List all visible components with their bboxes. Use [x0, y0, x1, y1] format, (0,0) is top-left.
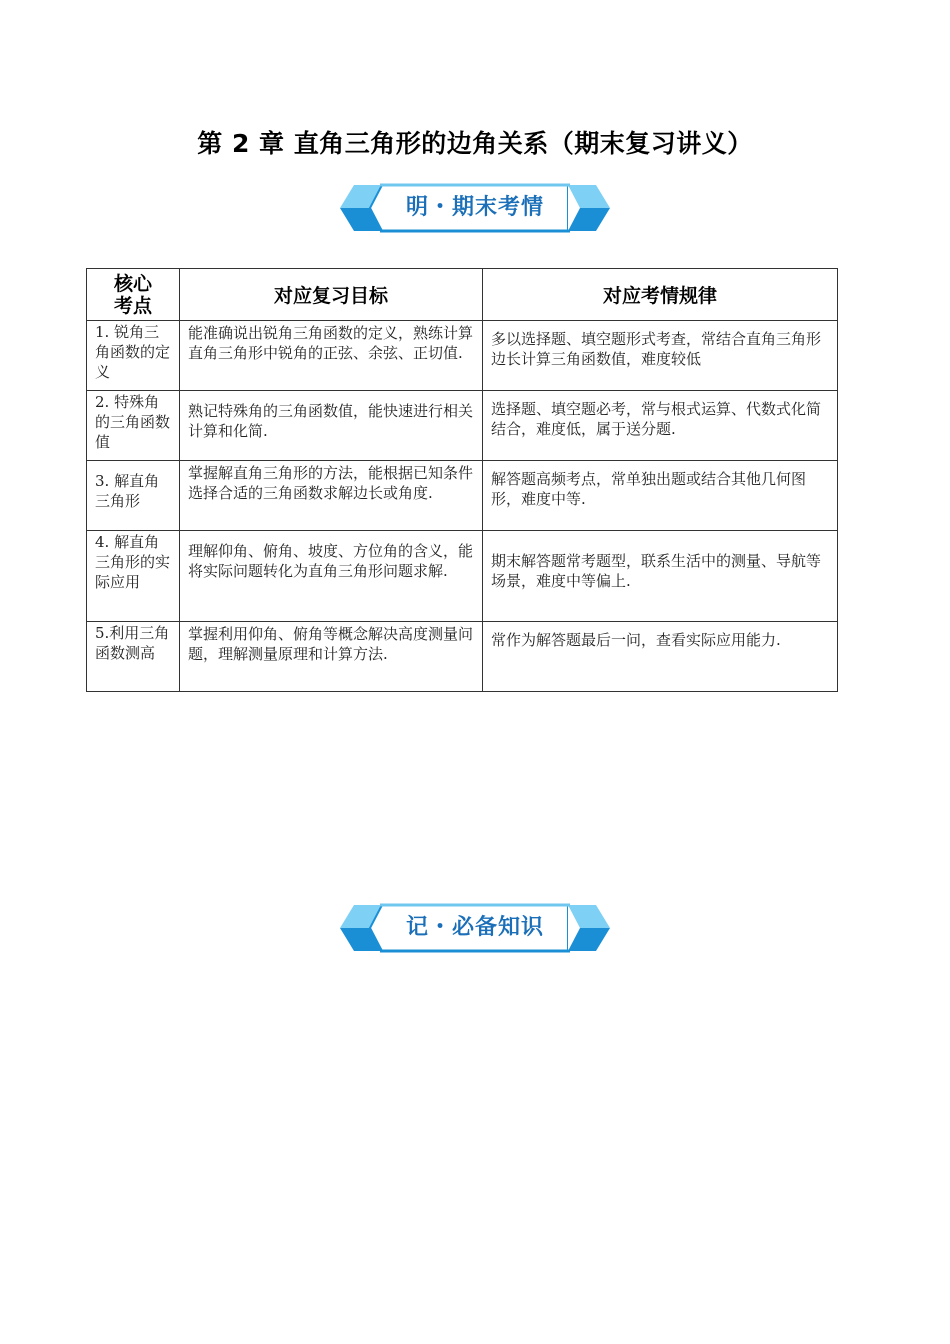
- table-row: [87, 531, 838, 622]
- header-core-topic-line2: 考点: [113, 294, 152, 317]
- goal-cell: 掌握解直角三角形的方法，能根据已知条件选择合适的三角函数求解边长或角度.: [188, 464, 474, 502]
- header-exam-pattern: 对应考情规律: [483, 269, 838, 321]
- table-row: [87, 461, 838, 531]
- pattern-cell: 多以选择题、填空题形式考查，常结合直角三角形边长计算三角函数值，难度较低: [491, 330, 822, 368]
- table-header-row: [87, 269, 838, 321]
- header-review-goal: 对应复习目标: [180, 269, 483, 321]
- pattern-cell: 常作为解答题最后一问，查看实际应用能力.: [491, 631, 781, 649]
- section-banner-exam-trends: [340, 183, 610, 233]
- page-title: 第 2 章 直角三角形的边角关系（期末复习讲义）: [197, 129, 753, 158]
- goal-cell: 能准确说出锐角三角函数的定义，熟练计算直角三角形中锐角的正弦、余弦、正切值.: [188, 324, 474, 362]
- goal-cell: 理解仰角、俯角、坡度、方位角的含义，能将实际问题转化为直角三角形问题求解.: [188, 542, 474, 580]
- header-core-topic-line1: 核心: [113, 272, 152, 295]
- table-row: [87, 391, 838, 461]
- goal-cell: 掌握利用仰角、俯角等概念解决高度测量问题，理解测量原理和计算方法.: [188, 625, 474, 663]
- banner-label: 记・必备知识: [405, 915, 544, 940]
- pattern-cell: 选择题、填空题必考，常与根式运算、代数式化简结合，难度低，属于送分题.: [491, 400, 822, 438]
- goal-cell: 熟记特殊角的三角函数值，能快速进行相关计算和化简.: [188, 402, 474, 440]
- section-banner-essential-knowledge: [340, 903, 610, 953]
- topic-cell: 3. 解直角三角形: [95, 472, 160, 510]
- pattern-cell: 期末解答题常考题型，联系生活中的测量、导航等场景，难度中等偏上.: [491, 552, 822, 590]
- table-row: [87, 321, 838, 391]
- table-row: [87, 622, 838, 692]
- header-core-topic: [87, 269, 180, 321]
- topic-cell: 4. 解直角三角形的实际应用: [95, 533, 171, 591]
- review-table: [86, 268, 838, 692]
- topic-cell: 2. 特殊角的三角函数值: [95, 393, 171, 451]
- topic-cell: 5.利用三角函数测高: [95, 624, 170, 662]
- topic-cell: 1. 锐角三角函数的定义: [95, 323, 171, 381]
- pattern-cell: 解答题高频考点，常单独出题或结合其他几何图形，难度中等.: [491, 470, 807, 508]
- banner-label: 明・期末考情: [405, 195, 544, 220]
